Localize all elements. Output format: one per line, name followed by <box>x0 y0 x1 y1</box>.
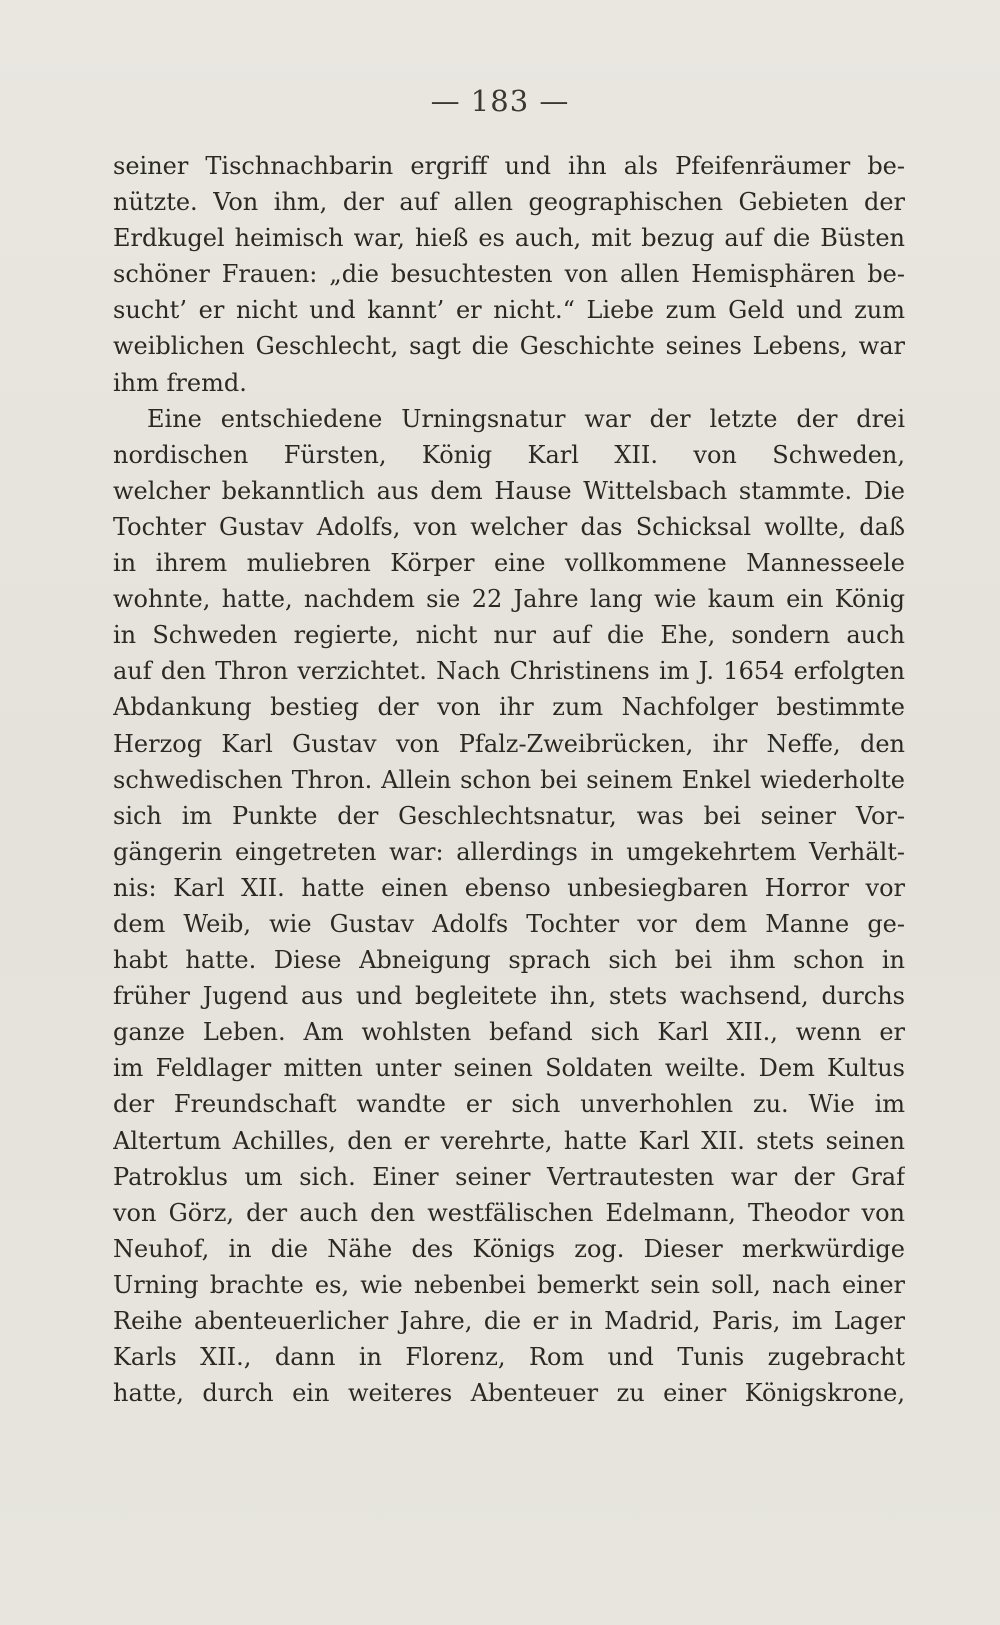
text-line: Karls XII., dann in Florenz, Rom und Tunis zugebracht <box>113 1343 905 1372</box>
text-line: seiner Tischnachbarin ergriff und ihn als Pfeifenräumer be- <box>113 152 905 180</box>
text-line: früher Jugend aus und begleitete ihn, stets wachsend, durchs <box>113 982 905 1011</box>
text-line: Neuhof, in die Nähe des Königs zog. Dieser merkwürdige <box>113 1234 905 1263</box>
text-line: Reihe abenteuerlicher Jahre, die er in Madrid, Paris, im Lager <box>113 1307 905 1335</box>
text-line: schwedischen Thron. Allein schon bei seinem Enkel wiederholte <box>113 765 905 794</box>
text-line: wohnte, hatte, nachdem sie 22 Jahre lang wie kaum ein König <box>113 585 905 614</box>
text-line: sucht’ er nicht und kannt’ er nicht.“ Liebe zum Geld und zum <box>113 296 905 325</box>
text-line: nützte. Von ihm, der auf allen geographischen Gebieten der <box>113 188 905 217</box>
text-line: hatte, durch ein weiteres Abenteuer zu einer Königskrone, <box>113 1379 905 1408</box>
text-line: dem Weib, wie Gustav Adolfs Tochter vor dem Manne ge- <box>113 909 905 938</box>
text-line: ganze Leben. Am wohlsten befand sich Karl XII., wenn er <box>113 1018 905 1047</box>
text-line: Altertum Achilles, den er verehrte, hatte Karl XII. stets seinen <box>113 1126 905 1155</box>
text-line: Patroklus um sich. Einer seiner Vertrautesten war der Graf <box>113 1162 905 1191</box>
text-line: sich im Punkte der Geschlechtsnatur, was bei seiner Vor- <box>113 801 905 830</box>
text-line: von Görz, der auch den westfälischen Edelmann, Theodor von <box>113 1198 905 1227</box>
text-line: auf den Thron verzichtet. Nach Christinens im J. 1654 erfolgten <box>113 657 905 686</box>
page-number: — 183 — <box>430 84 570 118</box>
text-line: im Feldlager mitten unter seinen Soldaten weilte. Dem Kultus <box>113 1054 905 1083</box>
text-line: Abdankung bestieg der von ihr zum Nachfolger bestimmte <box>113 693 905 722</box>
body-text <box>113 148 905 1411</box>
text-line: schöner Frauen: „die besuchtesten von allen Hemisphären be- <box>113 260 905 289</box>
text-line: welcher bekanntlich aus dem Hause Wittelsbach stammte. Die <box>113 476 905 505</box>
text-line: ihm fremd. <box>113 368 247 397</box>
text-line: nordischen Fürsten, König Karl XII. von Schweden, <box>113 440 905 469</box>
text-line: gängerin eingetreten war: allerdings in umgekehrtem Verhält- <box>113 837 905 866</box>
text-line: Tochter Gustav Adolfs, von welcher das Schicksal wollte, daß <box>113 512 905 541</box>
text-line: Eine entschiedene Urningsnatur war der letzte der drei <box>147 404 905 433</box>
text-line: in ihrem muliebren Körper eine vollkommene Mannesseele <box>113 549 905 578</box>
text-line: weiblichen Geschlecht, sagt die Geschichte seines Lebens, war <box>113 332 905 361</box>
text-line: Erdkugel heimisch war, hieß es auch, mit bezug auf die Büsten <box>113 224 905 253</box>
text-line: in Schweden regierte, nicht nur auf die Ehe, sondern auch <box>113 621 905 650</box>
text-line: Urning brachte es, wie nebenbei bemerkt sein soll, nach einer <box>113 1270 905 1299</box>
text-line: der Freundschaft wandte er sich unverhohlen zu. Wie im <box>113 1090 905 1119</box>
text-line: Herzog Karl Gustav von Pfalz-Zweibrücken, ihr Neffe, den <box>113 729 905 758</box>
text-line: nis: Karl XII. hatte einen ebenso unbesiegbaren Horror vor <box>113 873 905 902</box>
text-line: habt hatte. Diese Abneigung sprach sich bei ihm schon in <box>113 946 905 975</box>
